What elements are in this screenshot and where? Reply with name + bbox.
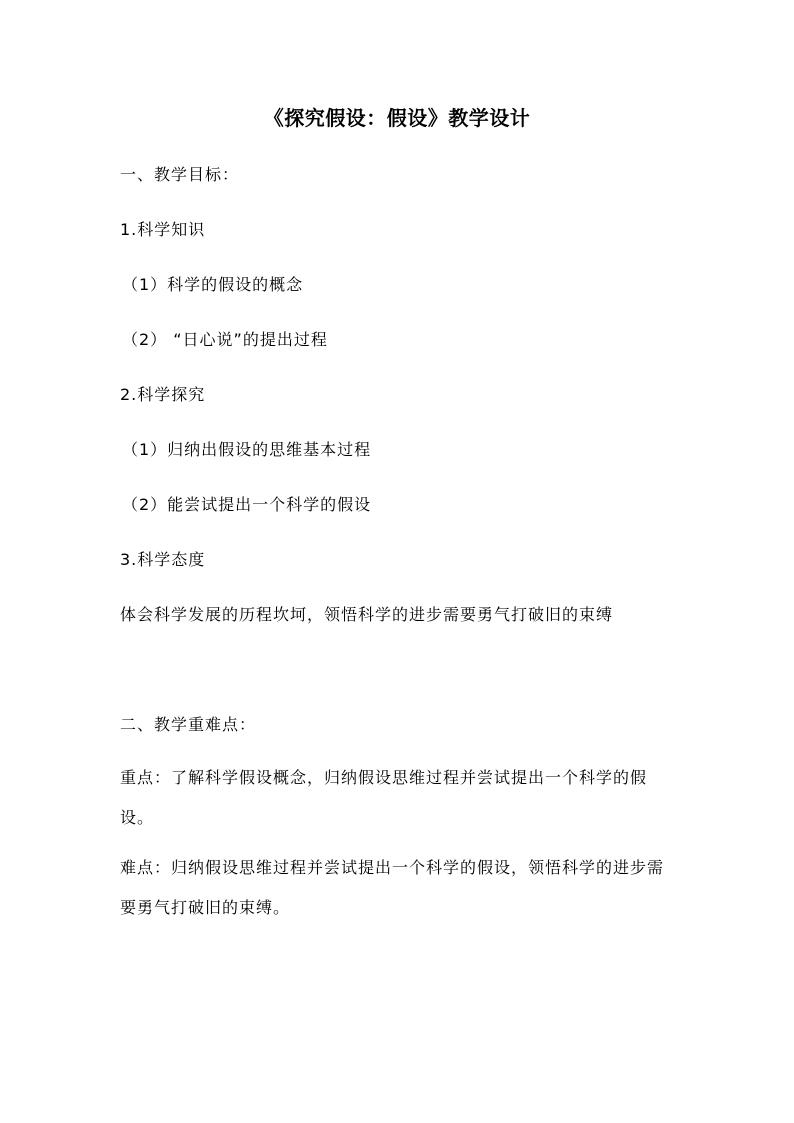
- inquiry-item-1: （1）归纳出假设的思维基本过程: [122, 440, 372, 459]
- difficult-point-paragraph: 难点：归纳假设思维过程并尝试提出一个科学的假设，领悟科学的进步需要勇气打破旧的束缚。: [120, 858, 665, 917]
- inquiry-heading: 2.科学探究: [120, 385, 206, 404]
- section2-heading: 二、教学重难点：: [120, 715, 257, 734]
- attitude-heading: 3.科学态度: [120, 550, 206, 569]
- attitude-text: 体会科学发展的历程坎坷，领悟科学的进步需要勇气打破旧的束缚: [120, 605, 614, 624]
- key-point-paragraph: 重点：了解科学假设概念，归纳假设思维过程并尝试提出一个科学的假设。: [120, 768, 648, 827]
- inquiry-item-2: （2）能尝试提出一个科学的假设: [122, 495, 372, 514]
- knowledge-heading: 1.科学知识: [120, 220, 206, 239]
- section1-heading: 一、教学目标：: [120, 165, 240, 184]
- document-title: 《探究假设：假设》教学设计: [263, 106, 531, 130]
- knowledge-item-2: （2） “日心说”的提出过程: [122, 330, 328, 349]
- knowledge-item-1: （1）科学的假设的概念: [122, 275, 304, 294]
